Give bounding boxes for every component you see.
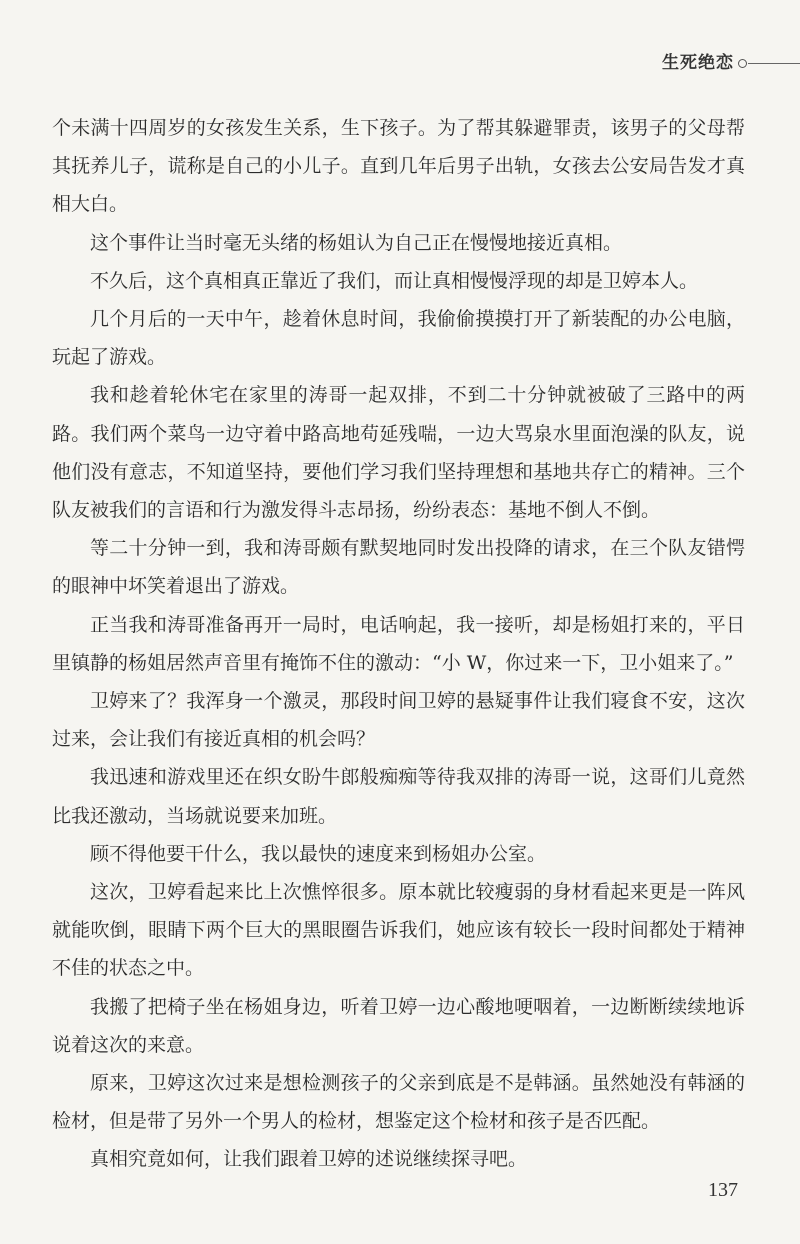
running-header (620, 48, 800, 74)
header-circle-ornament (738, 59, 747, 68)
paragraph: 顾不得他要干什么，我以最快的速度来到杨姐办公室。 (90, 842, 547, 865)
paragraph: 几个月后的一天中午，趁着休息时间，我偷偷摸摸打开了新装配的办公电脑，玩起了游戏。 (52, 308, 745, 369)
paragraph: 正当我和涛哥准备再开一局时，电话响起，我一接听，却是杨姐打来的，平日里镇静的杨姐居然声音里有掩饰不住的激动：“小 W，你过来一下，卫小姐来了。” (52, 613, 745, 674)
paragraph: 我迅速和游戏里还在织女盼牛郎般痴痴等待我双排的涛哥一说，这哥们儿竟然比我还激动，当场就说要来加班。 (52, 766, 745, 827)
paragraph: 卫婷来了？我浑身一个激灵，那段时间卫婷的悬疑事件让我们寝食不安，这次过来，会让我们有接近真相的机会吗？ (52, 690, 745, 751)
header-rule-line (748, 63, 800, 64)
paragraph-continued: 个未满十四周岁的女孩发生关系，生下孩子。为了帮其躲避罪责，该男子的父母帮其抚养儿子，谎称是自己的小儿子。直到几年后男子出轨，女孩去公安局告发才真相大白。 (52, 117, 745, 216)
paragraph: 这个事件让当时毫无头绪的杨姐认为自己正在慢慢地接近真相。 (90, 231, 623, 254)
body-text (52, 109, 745, 1179)
paragraph: 原来，卫婷这次过来是想检测孩子的父亲到底是不是韩涵。虽然她没有韩涵的检材，但是带了另外一个男人的检材，想鉴定这个检材和孩子是否匹配。 (52, 1072, 745, 1133)
paragraph: 等二十分钟一到，我和涛哥颇有默契地同时发出投降的请求，在三个队友错愕的眼神中坏笑着退出了游戏。 (52, 537, 745, 598)
paragraph: 这次，卫婷看起来比上次憔悴很多。原本就比较瘦弱的身材看起来更是一阵风就能吹倒，眼睛下两个巨大的黑眼圈告诉我们，她应该有较长一段时间都处于精神不佳的状态之中。 (52, 881, 745, 980)
header-ornament (738, 59, 800, 69)
header-title: 生死绝恋 (662, 53, 734, 73)
paragraph: 我和趁着轮休宅在家里的涛哥一起双排，不到二十分钟就被破了三路中的两路。我们两个菜鸟一边守着中路高地苟延残喘，一边大骂泉水里面泡澡的队友，说他们没有意志，不知道坚持，要他们学习我们坚持理想和基地共存亡的精神。三个队友被我们的言语和行为激发得斗志昂扬，纷纷表态：基地不倒人不倒。 (52, 384, 745, 522)
paragraph: 真相究竟如何，让我们跟着卫婷的述说继续探寻吧。 (90, 1148, 528, 1171)
paragraph: 不久后，这个真相真正靠近了我们，而让真相慢慢浮现的却是卫婷本人。 (90, 269, 699, 292)
page-number: 137 (708, 1179, 738, 1201)
paragraph: 我搬了把椅子坐在杨姐身边，听着卫婷一边心酸地哽咽着，一边断断续续地诉说着这次的来意。 (52, 995, 745, 1056)
